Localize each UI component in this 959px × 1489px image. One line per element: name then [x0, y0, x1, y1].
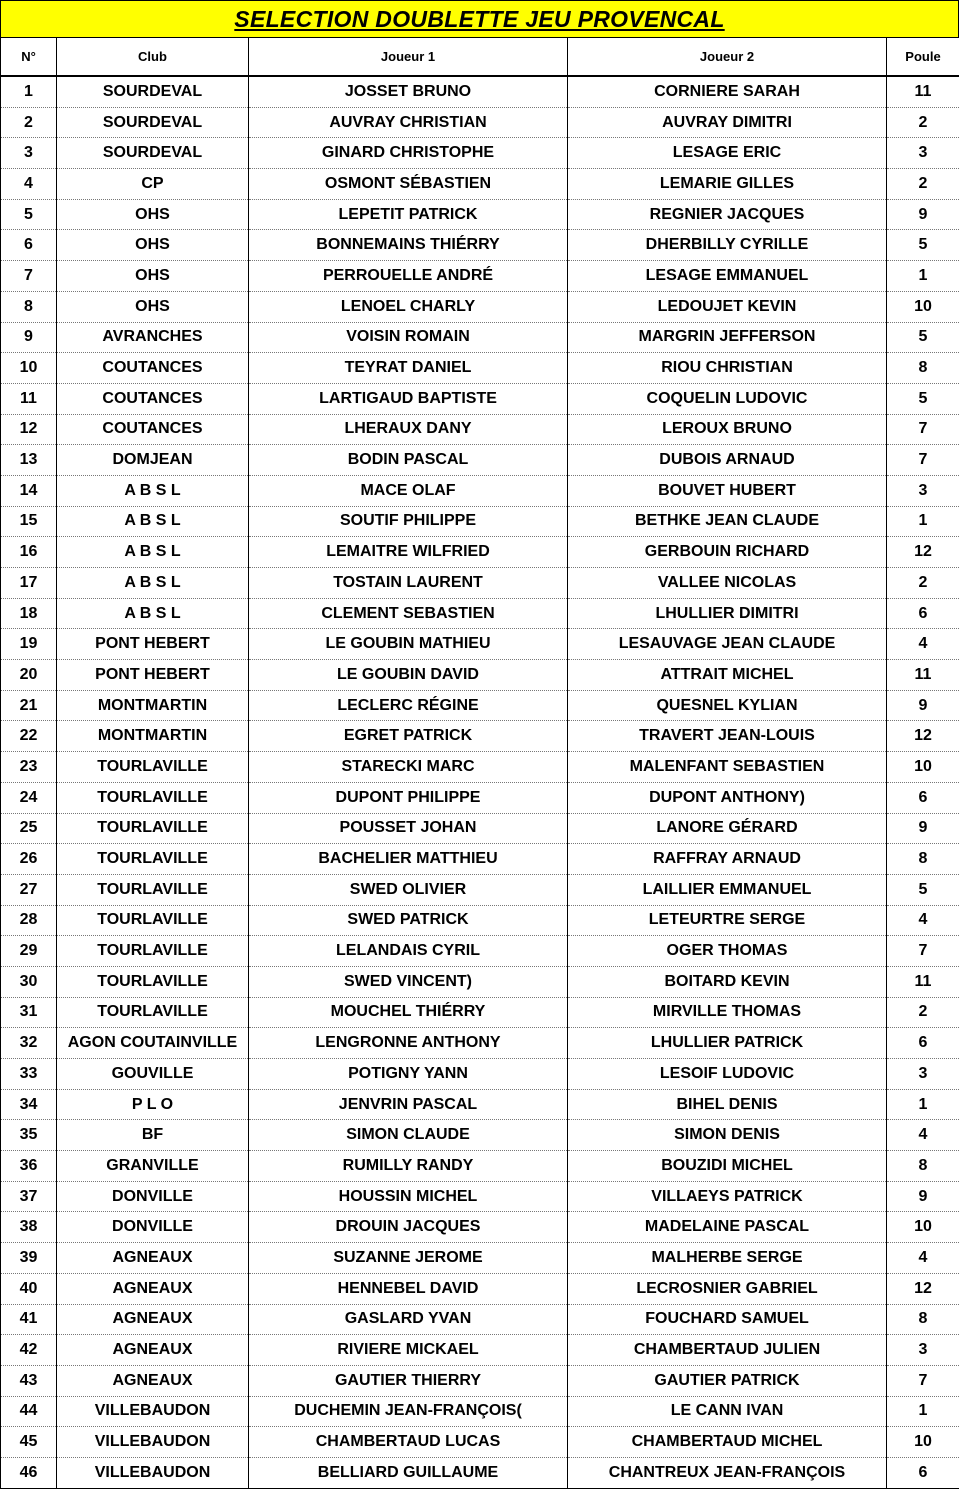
table-row	[1, 598, 959, 629]
cell-player2: FOUCHARD SAMUEL	[568, 1304, 887, 1335]
header-row	[1, 37, 959, 76]
cell-num: 29	[1, 936, 57, 967]
cell-player1: BODIN PASCAL	[249, 445, 568, 476]
cell-player2: LECROSNIER GABRIEL	[568, 1273, 887, 1304]
cell-club: AGON COUTAINVILLE	[57, 1028, 249, 1059]
cell-player1: TEYRAT DANIEL	[249, 353, 568, 384]
table-row	[1, 905, 959, 936]
cell-num: 24	[1, 782, 57, 813]
cell-pool: 10	[887, 752, 959, 783]
table-row	[1, 76, 959, 107]
cell-player1: BELLIARD GUILLAUME	[249, 1457, 568, 1488]
cell-pool: 2	[887, 568, 959, 599]
cell-player2: RAFFRAY ARNAUD	[568, 844, 887, 875]
title-bar	[0, 0, 959, 38]
table-row	[1, 1304, 959, 1335]
cell-player2: BOITARD KEVIN	[568, 966, 887, 997]
cell-player1: MOUCHEL THIÉRRY	[249, 997, 568, 1028]
cell-player1: TOSTAIN LAURENT	[249, 568, 568, 599]
cell-player1: LELANDAIS CYRIL	[249, 936, 568, 967]
cell-player2: BOUZIDI MICHEL	[568, 1151, 887, 1182]
cell-pool: 9	[887, 199, 959, 230]
cell-player2: OGER THOMAS	[568, 936, 887, 967]
cell-num: 10	[1, 353, 57, 384]
cell-club: GOUVILLE	[57, 1059, 249, 1090]
cell-player1: SWED PATRICK	[249, 905, 568, 936]
table-row	[1, 752, 959, 783]
cell-player1: GINARD CHRISTOPHE	[249, 138, 568, 169]
cell-player1: LE GOUBIN MATHIEU	[249, 629, 568, 660]
table-row	[1, 629, 959, 660]
cell-pool: 1	[887, 1396, 959, 1427]
cell-player2: GERBOUIN RICHARD	[568, 537, 887, 568]
cell-player1: RUMILLY RANDY	[249, 1151, 568, 1182]
table-row	[1, 1365, 959, 1396]
cell-player1: DUPONT PHILIPPE	[249, 782, 568, 813]
cell-club: COUTANCES	[57, 383, 249, 414]
cell-num: 41	[1, 1304, 57, 1335]
table-row	[1, 261, 959, 292]
cell-num: 21	[1, 690, 57, 721]
cell-pool: 7	[887, 414, 959, 445]
cell-num: 14	[1, 475, 57, 506]
cell-pool: 9	[887, 813, 959, 844]
cell-player1: CHAMBERTAUD LUCAS	[249, 1427, 568, 1458]
cell-num: 16	[1, 537, 57, 568]
cell-pool: 12	[887, 1273, 959, 1304]
cell-pool: 7	[887, 1365, 959, 1396]
cell-pool: 10	[887, 1427, 959, 1458]
table-row	[1, 199, 959, 230]
table-row	[1, 138, 959, 169]
cell-player1: JENVRIN PASCAL	[249, 1089, 568, 1120]
cell-num: 19	[1, 629, 57, 660]
cell-club: OHS	[57, 230, 249, 261]
roster-table	[0, 37, 959, 1489]
cell-club: AGNEAUX	[57, 1304, 249, 1335]
cell-pool: 2	[887, 997, 959, 1028]
cell-club: VILLEBAUDON	[57, 1396, 249, 1427]
cell-player2: LESOIF LUDOVIC	[568, 1059, 887, 1090]
cell-club: VILLEBAUDON	[57, 1457, 249, 1488]
header-club: Club	[57, 37, 249, 76]
table-row	[1, 660, 959, 691]
cell-player2: LEDOUJET KEVIN	[568, 291, 887, 322]
cell-player2: MALENFANT SEBASTIEN	[568, 752, 887, 783]
cell-num: 37	[1, 1181, 57, 1212]
cell-player1: LE GOUBIN DAVID	[249, 660, 568, 691]
table-row	[1, 230, 959, 261]
cell-player1: SWED VINCENT)	[249, 966, 568, 997]
cell-pool: 5	[887, 230, 959, 261]
cell-player2: LESAUVAGE JEAN CLAUDE	[568, 629, 887, 660]
cell-player2: LETEURTRE SERGE	[568, 905, 887, 936]
cell-num: 42	[1, 1335, 57, 1366]
cell-num: 25	[1, 813, 57, 844]
cell-player1: LARTIGAUD BAPTISTE	[249, 383, 568, 414]
cell-pool: 9	[887, 690, 959, 721]
cell-player1: STARECKI MARC	[249, 752, 568, 783]
cell-pool: 4	[887, 629, 959, 660]
cell-pool: 9	[887, 1181, 959, 1212]
cell-num: 28	[1, 905, 57, 936]
cell-player1: PERROUELLE ANDRÉ	[249, 261, 568, 292]
table-row	[1, 353, 959, 384]
cell-num: 45	[1, 1427, 57, 1458]
cell-club: TOURLAVILLE	[57, 782, 249, 813]
table-row	[1, 690, 959, 721]
table-row	[1, 1212, 959, 1243]
table-row	[1, 1335, 959, 1366]
cell-player1: GASLARD YVAN	[249, 1304, 568, 1335]
cell-pool: 6	[887, 782, 959, 813]
cell-player2: BETHKE JEAN CLAUDE	[568, 506, 887, 537]
cell-pool: 3	[887, 138, 959, 169]
table-row	[1, 383, 959, 414]
cell-club: COUTANCES	[57, 414, 249, 445]
cell-club: DOMJEAN	[57, 445, 249, 476]
cell-pool: 8	[887, 844, 959, 875]
cell-club: A B S L	[57, 475, 249, 506]
cell-num: 23	[1, 752, 57, 783]
cell-player1: LENOEL CHARLY	[249, 291, 568, 322]
table-row	[1, 291, 959, 322]
cell-club: TOURLAVILLE	[57, 905, 249, 936]
cell-player2: DHERBILLY CYRILLE	[568, 230, 887, 261]
cell-club: COUTANCES	[57, 353, 249, 384]
cell-club: TOURLAVILLE	[57, 874, 249, 905]
cell-club: A B S L	[57, 598, 249, 629]
cell-club: AGNEAUX	[57, 1365, 249, 1396]
cell-club: PONT HEBERT	[57, 660, 249, 691]
cell-club: MONTMARTIN	[57, 690, 249, 721]
cell-player1: VOISIN ROMAIN	[249, 322, 568, 353]
table-row	[1, 1427, 959, 1458]
cell-player1: OSMONT SÉBASTIEN	[249, 169, 568, 200]
cell-club: DONVILLE	[57, 1181, 249, 1212]
cell-club: MONTMARTIN	[57, 721, 249, 752]
cell-player1: JOSSET BRUNO	[249, 76, 568, 107]
table-row	[1, 445, 959, 476]
cell-club: AGNEAUX	[57, 1335, 249, 1366]
cell-player1: SIMON CLAUDE	[249, 1120, 568, 1151]
cell-num: 43	[1, 1365, 57, 1396]
cell-num: 2	[1, 107, 57, 138]
table-row	[1, 874, 959, 905]
cell-pool: 10	[887, 1212, 959, 1243]
cell-player1: LENGRONNE ANTHONY	[249, 1028, 568, 1059]
cell-pool: 3	[887, 1059, 959, 1090]
cell-player1: LEMAITRE WILFRIED	[249, 537, 568, 568]
cell-player2: CHAMBERTAUD JULIEN	[568, 1335, 887, 1366]
cell-player2: LEROUX BRUNO	[568, 414, 887, 445]
cell-pool: 11	[887, 966, 959, 997]
cell-num: 31	[1, 997, 57, 1028]
cell-club: TOURLAVILLE	[57, 844, 249, 875]
cell-num: 8	[1, 291, 57, 322]
page-title: SELECTION DOUBLETTE JEU PROVENCAL	[234, 6, 724, 33]
table-row	[1, 1059, 959, 1090]
table-row	[1, 1120, 959, 1151]
table-row	[1, 721, 959, 752]
cell-pool: 7	[887, 445, 959, 476]
cell-pool: 6	[887, 1028, 959, 1059]
table-row	[1, 813, 959, 844]
cell-player2: BIHEL DENIS	[568, 1089, 887, 1120]
cell-club: A B S L	[57, 568, 249, 599]
cell-player1: CLEMENT SEBASTIEN	[249, 598, 568, 629]
cell-player1: LECLERC RÉGINE	[249, 690, 568, 721]
table-row	[1, 414, 959, 445]
cell-player2: LANORE GÉRARD	[568, 813, 887, 844]
cell-club: OHS	[57, 261, 249, 292]
cell-pool: 6	[887, 1457, 959, 1488]
cell-player2: LESAGE EMMANUEL	[568, 261, 887, 292]
cell-player1: SOUTIF PHILIPPE	[249, 506, 568, 537]
cell-club: TOURLAVILLE	[57, 813, 249, 844]
cell-player1: RIVIERE MICKAEL	[249, 1335, 568, 1366]
roster-body	[1, 76, 959, 1488]
cell-player2: RIOU CHRISTIAN	[568, 353, 887, 384]
cell-player2: COQUELIN LUDOVIC	[568, 383, 887, 414]
cell-player2: LHULLIER PATRICK	[568, 1028, 887, 1059]
cell-player1: POTIGNY YANN	[249, 1059, 568, 1090]
cell-pool: 5	[887, 383, 959, 414]
table-row	[1, 322, 959, 353]
cell-player2: CORNIERE SARAH	[568, 76, 887, 107]
cell-pool: 4	[887, 905, 959, 936]
cell-player2: CHANTREUX JEAN-FRANÇOIS	[568, 1457, 887, 1488]
cell-player2: LHULLIER DIMITRI	[568, 598, 887, 629]
header-pool: Poule	[887, 37, 959, 76]
cell-club: SOURDEVAL	[57, 138, 249, 169]
cell-player2: VILLAEYS PATRICK	[568, 1181, 887, 1212]
cell-player2: SIMON DENIS	[568, 1120, 887, 1151]
cell-player2: DUBOIS ARNAUD	[568, 445, 887, 476]
cell-club: A B S L	[57, 506, 249, 537]
cell-num: 18	[1, 598, 57, 629]
cell-num: 46	[1, 1457, 57, 1488]
cell-pool: 8	[887, 1151, 959, 1182]
table-row	[1, 936, 959, 967]
table-row	[1, 844, 959, 875]
cell-pool: 11	[887, 76, 959, 107]
cell-player1: SWED OLIVIER	[249, 874, 568, 905]
cell-club: VILLEBAUDON	[57, 1427, 249, 1458]
cell-club: P L O	[57, 1089, 249, 1120]
cell-num: 30	[1, 966, 57, 997]
cell-club: OHS	[57, 199, 249, 230]
cell-num: 36	[1, 1151, 57, 1182]
cell-club: GRANVILLE	[57, 1151, 249, 1182]
cell-num: 7	[1, 261, 57, 292]
cell-pool: 3	[887, 1335, 959, 1366]
cell-num: 12	[1, 414, 57, 445]
table-row	[1, 568, 959, 599]
cell-player2: CHAMBERTAUD MICHEL	[568, 1427, 887, 1458]
cell-num: 33	[1, 1059, 57, 1090]
table-row	[1, 475, 959, 506]
cell-club: TOURLAVILLE	[57, 997, 249, 1028]
cell-num: 3	[1, 138, 57, 169]
cell-player2: AUVRAY DIMITRI	[568, 107, 887, 138]
cell-player2: VALLEE NICOLAS	[568, 568, 887, 599]
table-row	[1, 1028, 959, 1059]
cell-player2: MADELAINE PASCAL	[568, 1212, 887, 1243]
cell-num: 40	[1, 1273, 57, 1304]
table-row	[1, 1089, 959, 1120]
cell-player1: SUZANNE JEROME	[249, 1243, 568, 1274]
cell-num: 34	[1, 1089, 57, 1120]
cell-player1: HOUSSIN MICHEL	[249, 1181, 568, 1212]
cell-club: TOURLAVILLE	[57, 752, 249, 783]
cell-club: OHS	[57, 291, 249, 322]
table-row	[1, 506, 959, 537]
table-row	[1, 1243, 959, 1274]
cell-pool: 5	[887, 322, 959, 353]
cell-pool: 2	[887, 169, 959, 200]
cell-player1: BONNEMAINS THIÉRRY	[249, 230, 568, 261]
cell-player1: POUSSET JOHAN	[249, 813, 568, 844]
cell-num: 1	[1, 76, 57, 107]
cell-pool: 4	[887, 1243, 959, 1274]
table-row	[1, 782, 959, 813]
cell-num: 20	[1, 660, 57, 691]
cell-club: A B S L	[57, 537, 249, 568]
cell-num: 9	[1, 322, 57, 353]
cell-player2: LEMARIE GILLES	[568, 169, 887, 200]
cell-club: AGNEAUX	[57, 1273, 249, 1304]
cell-player2: GAUTIER PATRICK	[568, 1365, 887, 1396]
cell-num: 4	[1, 169, 57, 200]
cell-num: 39	[1, 1243, 57, 1274]
table-row	[1, 1181, 959, 1212]
header-num: N°	[1, 37, 57, 76]
table-row	[1, 1396, 959, 1427]
cell-pool: 10	[887, 291, 959, 322]
cell-club: CP	[57, 169, 249, 200]
cell-pool: 12	[887, 537, 959, 568]
cell-club: TOURLAVILLE	[57, 936, 249, 967]
cell-player2: LAILLIER EMMANUEL	[568, 874, 887, 905]
cell-player2: MARGRIN JEFFERSON	[568, 322, 887, 353]
cell-player2: LE CANN IVAN	[568, 1396, 887, 1427]
cell-num: 6	[1, 230, 57, 261]
cell-player2: TRAVERT JEAN-LOUIS	[568, 721, 887, 752]
cell-player1: HENNEBEL DAVID	[249, 1273, 568, 1304]
header-player2: Joueur 2	[568, 37, 887, 76]
cell-num: 35	[1, 1120, 57, 1151]
cell-pool: 12	[887, 721, 959, 752]
cell-pool: 11	[887, 660, 959, 691]
cell-player1: LEPETIT PATRICK	[249, 199, 568, 230]
cell-num: 5	[1, 199, 57, 230]
cell-pool: 8	[887, 1304, 959, 1335]
cell-pool: 1	[887, 506, 959, 537]
cell-num: 26	[1, 844, 57, 875]
table-row	[1, 107, 959, 138]
cell-player1: DUCHEMIN JEAN-FRANÇOIS(	[249, 1396, 568, 1427]
cell-pool: 2	[887, 107, 959, 138]
cell-player2: QUESNEL KYLIAN	[568, 690, 887, 721]
cell-club: AGNEAUX	[57, 1243, 249, 1274]
cell-club: AVRANCHES	[57, 322, 249, 353]
cell-player1: MACE OLAF	[249, 475, 568, 506]
table-row	[1, 1151, 959, 1182]
table-row	[1, 169, 959, 200]
cell-num: 32	[1, 1028, 57, 1059]
table-row	[1, 966, 959, 997]
table-row	[1, 997, 959, 1028]
cell-pool: 8	[887, 353, 959, 384]
cell-player2: ATTRAIT MICHEL	[568, 660, 887, 691]
cell-pool: 6	[887, 598, 959, 629]
cell-club: DONVILLE	[57, 1212, 249, 1243]
cell-num: 13	[1, 445, 57, 476]
cell-pool: 1	[887, 261, 959, 292]
cell-club: BF	[57, 1120, 249, 1151]
cell-num: 44	[1, 1396, 57, 1427]
table-row	[1, 537, 959, 568]
cell-player1: BACHELIER MATTHIEU	[249, 844, 568, 875]
cell-player2: REGNIER JACQUES	[568, 199, 887, 230]
cell-num: 27	[1, 874, 57, 905]
cell-player1: AUVRAY CHRISTIAN	[249, 107, 568, 138]
cell-club: TOURLAVILLE	[57, 966, 249, 997]
cell-club: SOURDEVAL	[57, 107, 249, 138]
cell-pool: 1	[887, 1089, 959, 1120]
cell-player1: GAUTIER THIERRY	[249, 1365, 568, 1396]
cell-player2: DUPONT ANTHONY)	[568, 782, 887, 813]
cell-player2: MIRVILLE THOMAS	[568, 997, 887, 1028]
cell-player1: EGRET PATRICK	[249, 721, 568, 752]
cell-player2: MALHERBE SERGE	[568, 1243, 887, 1274]
cell-club: SOURDEVAL	[57, 76, 249, 107]
cell-num: 22	[1, 721, 57, 752]
cell-player1: LHERAUX DANY	[249, 414, 568, 445]
cell-club: PONT HEBERT	[57, 629, 249, 660]
cell-player2: BOUVET HUBERT	[568, 475, 887, 506]
table-row	[1, 1273, 959, 1304]
cell-num: 15	[1, 506, 57, 537]
cell-pool: 7	[887, 936, 959, 967]
header-player1: Joueur 1	[249, 37, 568, 76]
cell-num: 17	[1, 568, 57, 599]
cell-pool: 4	[887, 1120, 959, 1151]
cell-pool: 3	[887, 475, 959, 506]
cell-player1: DROUIN JACQUES	[249, 1212, 568, 1243]
cell-pool: 5	[887, 874, 959, 905]
cell-num: 11	[1, 383, 57, 414]
cell-player2: LESAGE ERIC	[568, 138, 887, 169]
cell-num: 38	[1, 1212, 57, 1243]
table-row	[1, 1457, 959, 1488]
